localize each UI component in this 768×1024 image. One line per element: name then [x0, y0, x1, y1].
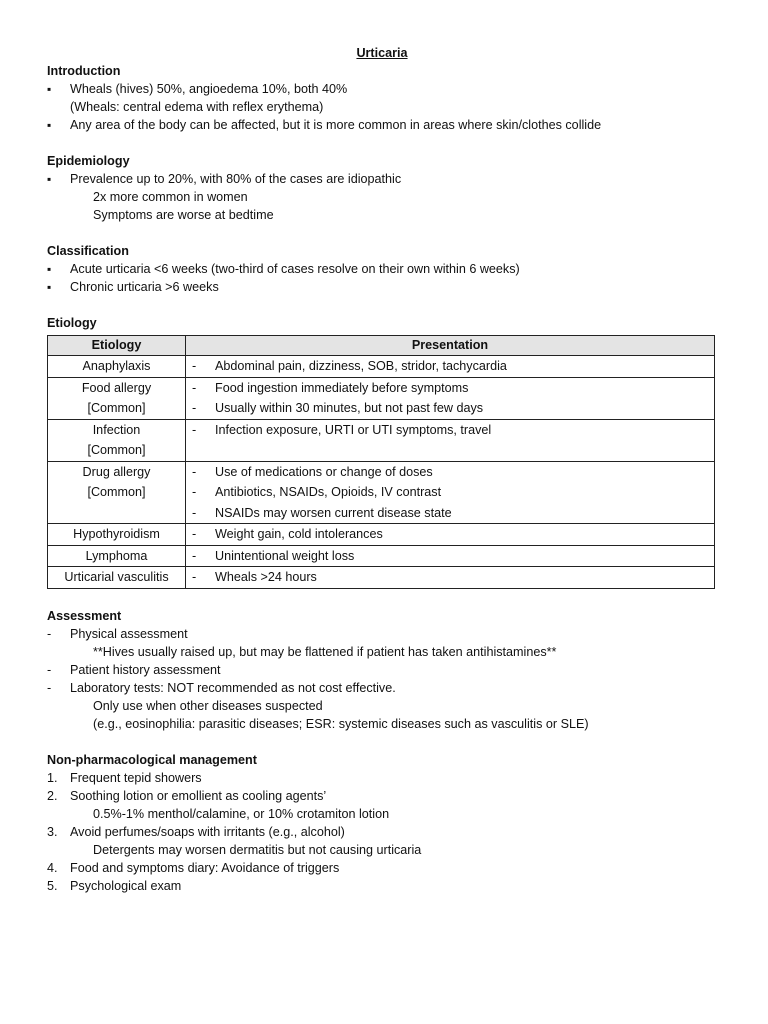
- presentation-item: - Food ingestion immediately before symptoms: [192, 380, 469, 395]
- table-header-row: [48, 336, 715, 356]
- presentation-cell: [186, 567, 715, 589]
- presentation-item: - Usually within 30 minutes, but not past few days: [192, 401, 484, 415]
- table-row: [48, 419, 715, 461]
- nonpharm-item-1: 1. Frequent tepid showers: [47, 770, 202, 785]
- etiology-heading: Etiology: [47, 316, 97, 330]
- assessment-item-3-sub-2: (e.g., eosinophilia: parasitic diseases; ESR: systemic diseases such as vasculitis or SLE): [93, 716, 589, 731]
- etiology-cell: [48, 524, 186, 546]
- presentation-item: - NSAIDs may worsen current disease state: [192, 505, 452, 520]
- epidemiology-sub-1: 2x more common in women: [93, 190, 248, 204]
- presentation-item: - Weight gain, cold intolerances: [192, 527, 383, 541]
- etiology-note: [Common]: [87, 485, 146, 499]
- table-row: [48, 461, 715, 524]
- epidemiology-bullet-1: ▪ Prevalence up to 20%, with 80% of the cases are idiopathic: [47, 170, 717, 188]
- presentation-cell: [186, 377, 715, 419]
- classification-bullet-2: ▪ Chronic urticaria >6 weeks: [47, 278, 717, 296]
- assessment-item-3: - Laboratory tests: NOT recommended as not cost effective.: [47, 680, 396, 695]
- presentation-cell: [186, 461, 715, 524]
- assessment-heading: Assessment: [47, 608, 122, 623]
- assessment-item-1-sub: **Hives usually raised up, but may be flattened if patient has taken antihistamines**: [93, 644, 557, 659]
- etiology-note: [Common]: [87, 401, 146, 415]
- presentation-item: - Wheals >24 hours: [192, 570, 317, 584]
- presentation-item: - Antibiotics, NSAIDs, Opioids, IV contrast: [192, 485, 442, 499]
- presentation-item: - Use of medications or change of doses: [192, 464, 433, 479]
- etiology-cell: [48, 545, 186, 567]
- etiology-table: [47, 335, 715, 589]
- document-page: [47, 44, 717, 895]
- nonpharm-item-4: 4. Food and symptoms diary: Avoidance of triggers: [47, 860, 340, 875]
- etiology-cell: [48, 377, 186, 419]
- table-header-etiology: Etiology: [48, 336, 186, 356]
- epidemiology-sub-2: Symptoms are worse at bedtime: [93, 208, 274, 222]
- table-row: [48, 377, 715, 419]
- classification-bullet-1: ▪ Acute urticaria <6 weeks (two-third of cases resolve on their own within 6 weeks): [47, 260, 717, 278]
- nonpharm-item-2-sub: 0.5%-1% menthol/calamine, or 10% crotamiton lotion: [93, 806, 390, 821]
- intro-bullet-1: ▪ Wheals (hives) 50%, angioedema 10%, both 40%: [47, 80, 717, 98]
- intro-heading: Introduction: [47, 64, 121, 78]
- etiology-name: Urticarial vasculitis: [64, 570, 169, 584]
- presentation-cell: [186, 545, 715, 567]
- etiology-note: [Common]: [87, 443, 146, 457]
- presentation-cell: [186, 524, 715, 546]
- table-header-presentation: Presentation: [186, 336, 715, 356]
- etiology-cell: [48, 461, 186, 524]
- epidemiology-heading: Epidemiology: [47, 154, 130, 168]
- assessment-item-1: - Physical assessment: [47, 626, 188, 641]
- table-row: [48, 524, 715, 546]
- etiology-cell: [48, 356, 186, 378]
- assessment-item-3-sub-1: Only use when other diseases suspected: [93, 698, 323, 713]
- etiology-cell: [48, 567, 186, 589]
- etiology-cell: [48, 419, 186, 461]
- assessment-item-2: - Patient history assessment: [47, 662, 221, 677]
- presentation-item: - Unintentional weight loss: [192, 548, 355, 563]
- table-row: [48, 356, 715, 378]
- table-row: [48, 567, 715, 589]
- presentation-cell: [186, 356, 715, 378]
- etiology-name: Hypothyroidism: [73, 527, 160, 541]
- nonpharm-item-2: 2. Soothing lotion or emollient as cooling agents’: [47, 788, 327, 803]
- etiology-name: Lymphoma: [85, 548, 148, 563]
- classification-heading: Classification: [47, 244, 129, 258]
- nonpharm-item-3-sub: Detergents may worsen dermatitis but not causing urticaria: [93, 842, 422, 857]
- intro-bullet-2: ▪ Any area of the body can be affected, but it is more common in areas where skin/clothes collide: [47, 116, 717, 134]
- intro-bullet-1-sub: (Wheals: central edema with reflex erythema): [70, 100, 324, 114]
- nonpharm-heading: Non-pharmacological management: [47, 752, 257, 767]
- etiology-name: Drug allergy: [82, 464, 151, 479]
- nonpharm-item-3: 3. Avoid perfumes/soaps with irritants (e.g., alcohol): [47, 824, 345, 839]
- etiology-name: Infection: [92, 422, 141, 437]
- etiology-name: Food allergy: [81, 380, 152, 395]
- etiology-name: Anaphylaxis: [82, 359, 151, 373]
- presentation-cell: [186, 419, 715, 461]
- page-title: Urticaria: [356, 46, 408, 60]
- presentation-item: - Abdominal pain, dizziness, SOB, stridor, tachycardia: [192, 359, 507, 373]
- presentation-item: - Infection exposure, URTI or UTI symptoms, travel: [192, 422, 492, 437]
- table-row: [48, 545, 715, 567]
- nonpharm-item-5: 5. Psychological exam: [47, 878, 182, 893]
